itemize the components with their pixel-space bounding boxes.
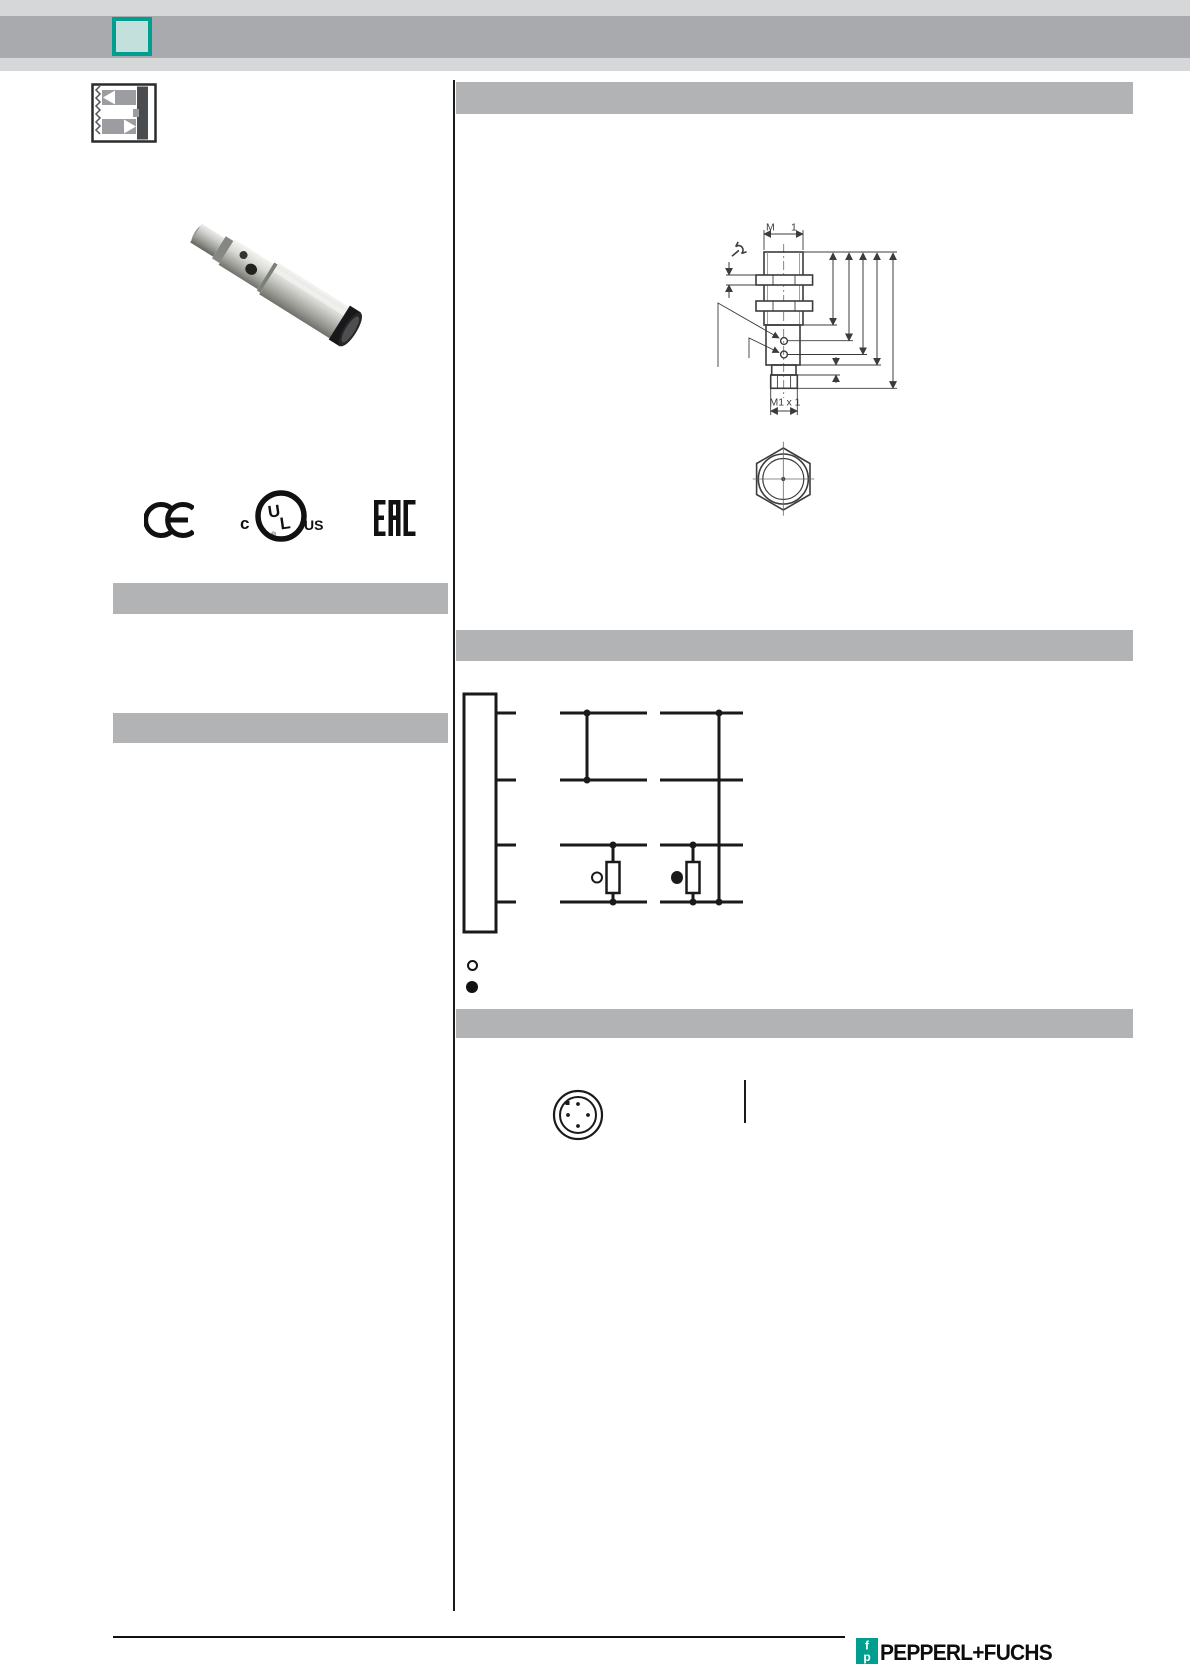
ul-registered: ®: [271, 532, 277, 539]
connector-label-left: M1: [769, 396, 785, 409]
thread-label-left: M: [766, 221, 775, 234]
header-strip-bottom: [0, 58, 1190, 71]
pepperl-fuchs-logo-mark: [856, 1638, 878, 1664]
nut-1: [756, 275, 813, 285]
pin-left: [566, 1113, 570, 1117]
load-resistor-2: [687, 862, 700, 893]
electrical-connection-section-bar: [456, 630, 1133, 661]
header-strip-top: [0, 0, 1190, 16]
cul-us-mark: [236, 486, 326, 546]
connector-label-right: x 1: [786, 396, 801, 409]
open-circle-indicator: [592, 873, 602, 883]
thread-label-right: 1: [791, 221, 797, 234]
pin-right: [586, 1113, 590, 1117]
ul-letter-l: L: [278, 513, 292, 534]
pin-bottom: [576, 1124, 580, 1128]
left-section-bar-2: [113, 713, 448, 743]
ul-letter-u: U: [266, 501, 282, 522]
load-resistor-1: [607, 862, 620, 893]
legend-filled-circle: [466, 981, 478, 993]
pin-top: [576, 1102, 580, 1106]
header-band: [0, 16, 1190, 58]
nut-2: [756, 301, 813, 311]
legend-open-circle: [467, 960, 478, 971]
dimensions-section-bar: [456, 82, 1133, 114]
header-marker-square: [112, 17, 152, 56]
keying-notch: [566, 1101, 570, 1105]
footer-rule: [113, 1636, 845, 1638]
wrench-icon: [727, 242, 746, 261]
eac-mark: [374, 499, 416, 539]
m12-connector-pinout: [530, 1065, 770, 1165]
electrical-connection-diagram: [455, 680, 785, 945]
sensor-body: [188, 215, 366, 350]
filled-circle-indicator: [671, 871, 683, 884]
connection-section-bar: [456, 1009, 1133, 1038]
ce-mark: [144, 498, 194, 542]
dimensions-drawing: [640, 190, 940, 535]
left-section-bar-1: [113, 583, 448, 614]
pepperl-fuchs-logo-text: PEPPERL+FUCHS: [880, 1640, 1052, 1665]
sensor-block: [464, 694, 496, 932]
logo-mark-f: f: [865, 1638, 869, 1653]
product-photo: [188, 205, 370, 357]
ul-prefix: c: [240, 514, 250, 533]
retroreflective-sensor-icon: [91, 83, 157, 143]
logo-mark-p: p: [863, 1650, 871, 1664]
ul-suffix: US: [304, 517, 324, 533]
